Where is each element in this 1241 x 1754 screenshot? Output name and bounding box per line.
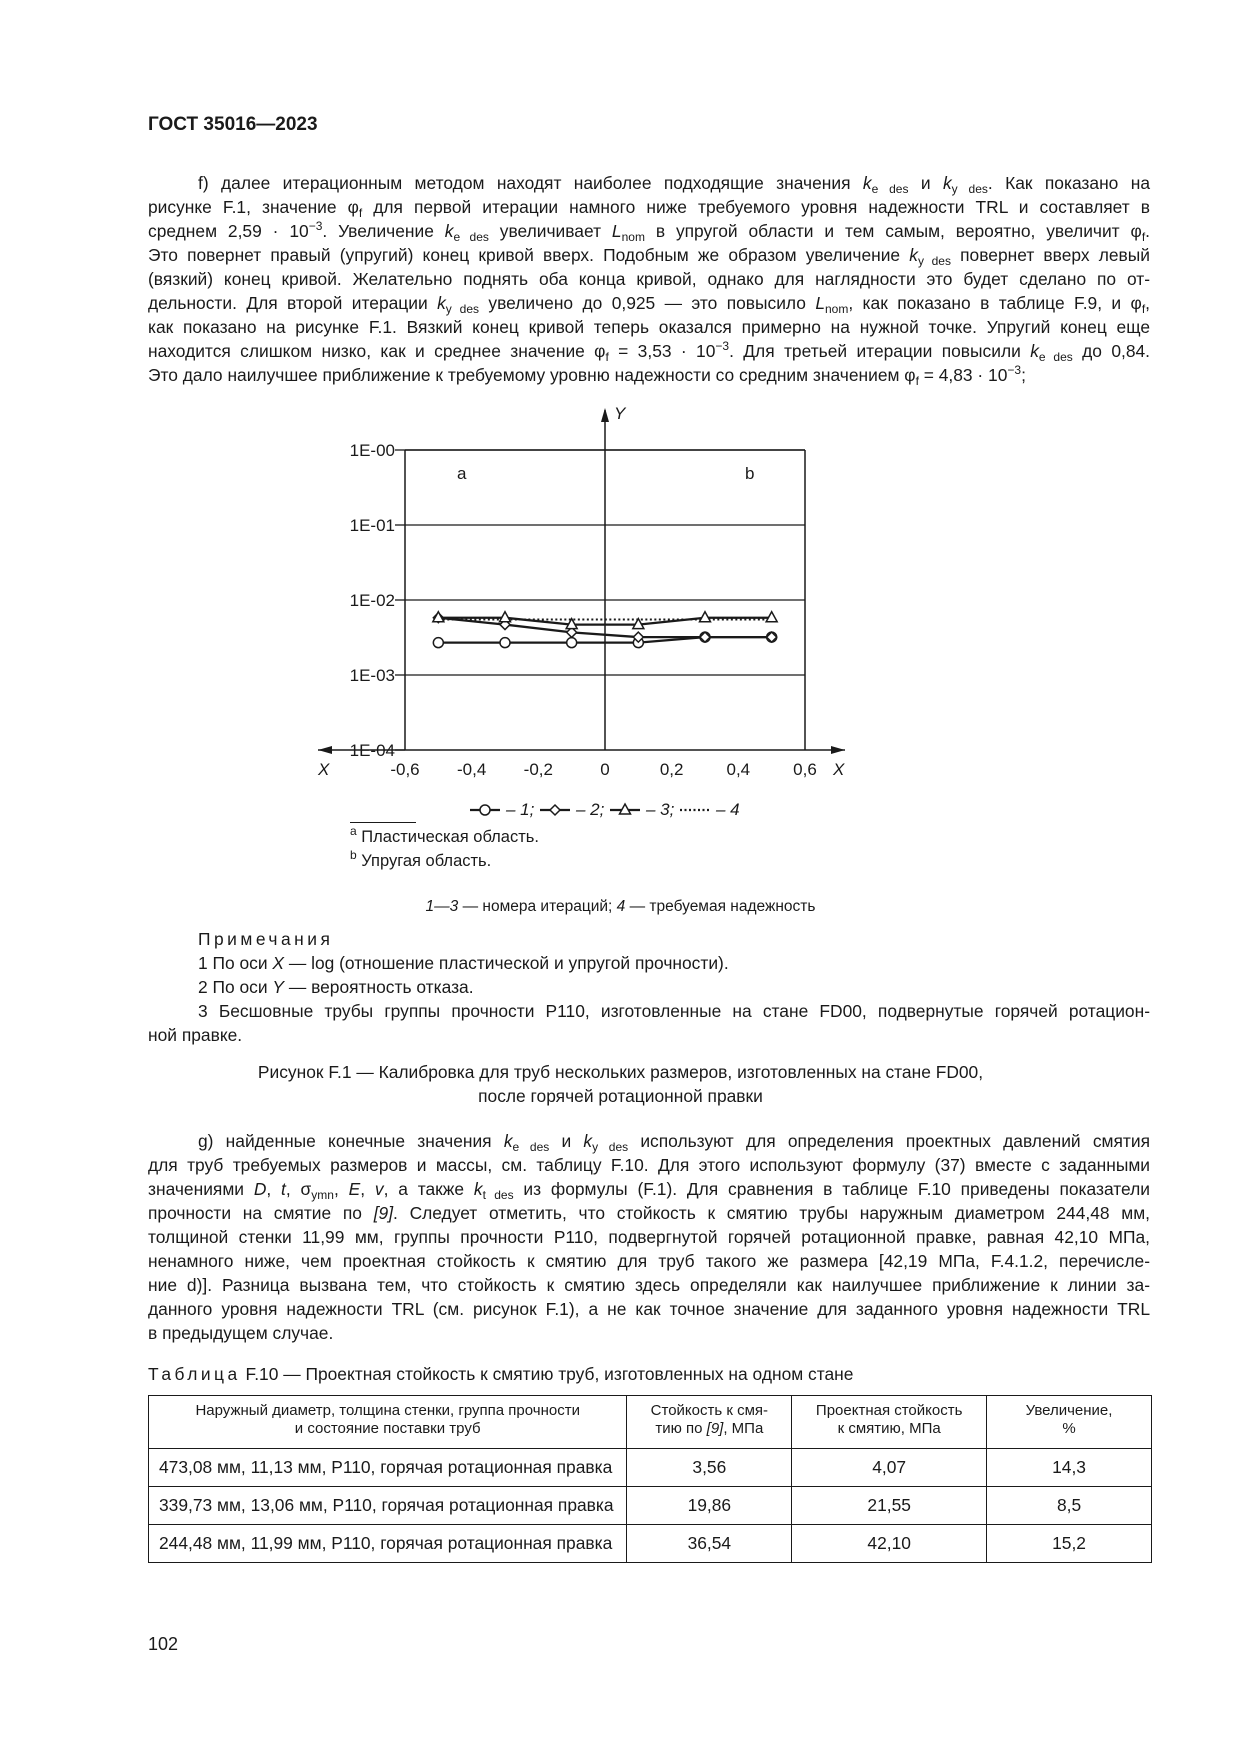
data-point-series-1 <box>500 638 510 648</box>
figure-key: 1—3 — номера итераций; 4 — требуемая надежность <box>425 898 816 915</box>
footnote-a: $^a$ Пластическая область. <box>350 824 539 846</box>
figure-title: Рисунок F.1 — Калибровка для труб нескольких размеров, изготовленных на стане FD00, после горячей ротационной правки <box>257 1062 984 1106</box>
header-ref-resistance: Стойкость к смя- тию по [9], МПа <box>627 1396 792 1449</box>
x-axis-label-left: X <box>318 760 330 779</box>
para-g-line-6: ненамного ниже, чем проектная стойкость к смятию для труб такого же размера [42,19 МПа, F.4.1.2, перечисле- <box>148 1251 1150 1271</box>
legend-label-2: – 2; <box>576 800 605 819</box>
x-tick-label: -0,2 <box>523 760 553 779</box>
para-f-line-9: Это дало наилучшее приближение к требуемому уровню надежности со средним значением $\varphi_f = 4,83 \cdot 10^{-3}$; <box>148 363 1026 388</box>
cell-pipe: 244,48 мм, 11,99 мм, Р110, горячая ротационная правка <box>149 1525 627 1563</box>
para-f-line-5: (вязкий) конец кривой. Желательно поднять оба конца кривой, однако для наглядности это будет сделано по от- <box>148 269 1150 289</box>
legend-label-4: – 4 <box>716 800 740 819</box>
para-f-line-8: находится слишком низко, как и среднее значение $\varphi_f = 3,53 \cdot 10^{-3}$. Для третьей итерации повысили $k_{e des}$ до 0,84. <box>148 339 1150 364</box>
para-g-line-9: в предыдущем случае. <box>148 1323 334 1343</box>
para-f-line-7: как показано на рисунке F.1. Вязкий конец кривой теперь оказался примерно на нужной точке. Упругий конец еще <box>148 317 1150 337</box>
y-axis-label: Y <box>614 404 626 423</box>
para-g-line-1: g) найденные конечные значения $k_{e des}$ и $k_{y des}$ используют для определения проектных давлений смятия <box>198 1131 1151 1154</box>
note-3: 3 Бесшовные трубы группы прочности Р110, изготовленные на стане FD00, подвернутые горячей ротацион- ной правке. <box>148 1001 1150 1045</box>
table-header-row <box>149 1396 1152 1449</box>
y-tick-label: 1E-00 <box>349 441 395 460</box>
cell-increase: 14,3 <box>987 1449 1152 1487</box>
notes-heading: Примечания <box>198 929 334 949</box>
cell-pipe: 473,08 мм, 11,13 мм, Р110, горячая ротационная правка <box>149 1449 627 1487</box>
cell-ref: 3,56 <box>627 1449 792 1487</box>
para-g-line-8: данного уровня надежности TRL (см. рисунок F.1), а не как точное значение для заданного уровня надежности TRL <box>148 1299 1150 1319</box>
legend-label-1: – 1; <box>506 800 535 819</box>
table-title: Таблица F.10 — Проектная стойкость к смятию труб, изготовленных на одном стане <box>148 1364 854 1384</box>
y-tick-label: 1E-03 <box>349 666 395 685</box>
region-label-b: b <box>745 464 755 483</box>
para-f-line-3: среднем $2,59 \cdot 10^{-3}$. Увеличение $k_{e des}$ увеличивает $L_{nom}$ в упругой области и тем самым, вероятно, увеличит $\varphi_f$. <box>148 219 1150 244</box>
para-g-line-5: толщиной стенки 11,99 мм, группы прочности Р110, подвергнутой горячей ротационной правке, равная 42,10 МПа, <box>148 1227 1150 1247</box>
paragraph-f <box>148 171 1150 387</box>
cell-design: 4,07 <box>792 1449 987 1487</box>
legend-marker-1 <box>480 805 490 815</box>
para-f-line-6: дельности. Для второй итерации $k_{y des}$ увеличено до 0,925 — это повысило $L_{nom}$, как показано в таблице F.9, и $\varphi_f$, <box>148 293 1150 316</box>
footnote-b: $^b$ Упругая область. <box>350 848 492 870</box>
reliability-chart <box>318 404 960 830</box>
cell-ref: 36,54 <box>627 1525 792 1563</box>
x-tick-label: -0,4 <box>457 760 487 779</box>
table-row <box>149 1487 1152 1525</box>
x-tick-label: 0,2 <box>659 760 684 779</box>
cell-pipe: 339,73 мм, 13,06 мм, Р110, горячая ротационная правка <box>149 1487 627 1525</box>
para-g-line-3: значениями D, t, $\sigma_{ymn}$, E, v, а также $k_{t des}$ из формулы (F.1). Для сравнения в таблице F.10 приведены показатели <box>148 1179 1151 1202</box>
cell-design: 42,10 <box>792 1525 987 1563</box>
x-axis-label-right: X <box>833 760 845 779</box>
cell-ref: 19,86 <box>627 1487 792 1525</box>
cell-increase: 15,2 <box>987 1525 1152 1563</box>
header-increase: Увеличение, % <box>987 1396 1152 1449</box>
y-tick-label: 1E-02 <box>349 591 395 610</box>
note-2: 2 По оси Y — вероятность отказа. <box>198 977 474 997</box>
x-tick-label: 0,4 <box>726 760 751 779</box>
legend-label-3: – 3; <box>646 800 675 819</box>
data-point-series-1 <box>567 638 577 648</box>
region-label-a: a <box>457 464 467 483</box>
x-axis-arrow-left <box>318 746 332 754</box>
data-point-series-1 <box>433 638 443 648</box>
figure-notes <box>148 927 1150 1047</box>
y-tick-label: 1E-01 <box>349 516 395 535</box>
figure-footnotes <box>350 822 539 873</box>
document-header: ГОСТ 35016—2023 <box>148 114 318 135</box>
footnote-rule <box>350 822 416 823</box>
page-number: 102 <box>148 1634 179 1654</box>
y-tick-label: 1E-04 <box>349 741 395 760</box>
legend-marker-2 <box>550 805 560 815</box>
para-g-line-4: прочности на смятие по [9]. Следует отметить, что стойкость к смятию трубы наружным диаметром 244,48 мм, <box>148 1203 1150 1223</box>
y-axis-arrow <box>601 408 609 422</box>
para-g-line-2: для труб требуемых размеров и массы, см. таблицу F.10. Для этого используют формулу (37) вместе с заданными <box>148 1155 1150 1175</box>
para-f-line-4: Это повернет правый (упругий) конец кривой вверх. Подобным же образом увеличение $k_{y des}$ повернет вверх левый <box>148 245 1150 268</box>
para-g-line-7: ние d)]. Разница вызвана тем, что стойкость к смятию здесь определяли как наилучшее приближение к линии за- <box>148 1275 1150 1295</box>
collapse-resistance-table <box>148 1395 1152 1563</box>
header-pipe: Наружный диаметр, толщина стенки, группа прочности и состояние поставки труб <box>149 1396 627 1449</box>
cell-increase: 8,5 <box>987 1487 1152 1525</box>
x-tick-label: 0,6 <box>793 760 817 779</box>
x-tick-label: -0,6 <box>390 760 420 779</box>
para-f-line-2: рисунке F.1, значение $\varphi_f$ для первой итерации намного ниже требуемого уровня надежности TRL и составляет в <box>148 197 1150 220</box>
table-row <box>149 1525 1152 1563</box>
table-row <box>149 1449 1152 1487</box>
paragraph-g <box>148 1129 1150 1345</box>
header-design-resistance: Проектная стойкость к смятию, МПа <box>792 1396 987 1449</box>
cell-design: 21,55 <box>792 1487 987 1525</box>
note-1: 1 По оси X — log (отношение пластической и упругой прочности). <box>198 953 729 973</box>
x-tick-label: 0 <box>600 760 610 779</box>
x-axis-arrow-right <box>831 746 845 754</box>
para-f-line-1: f) далее итерационным методом находят наиболее подходящие значения $k_{e des}$ и $k_{y des}$. Как показано на <box>198 173 1151 196</box>
